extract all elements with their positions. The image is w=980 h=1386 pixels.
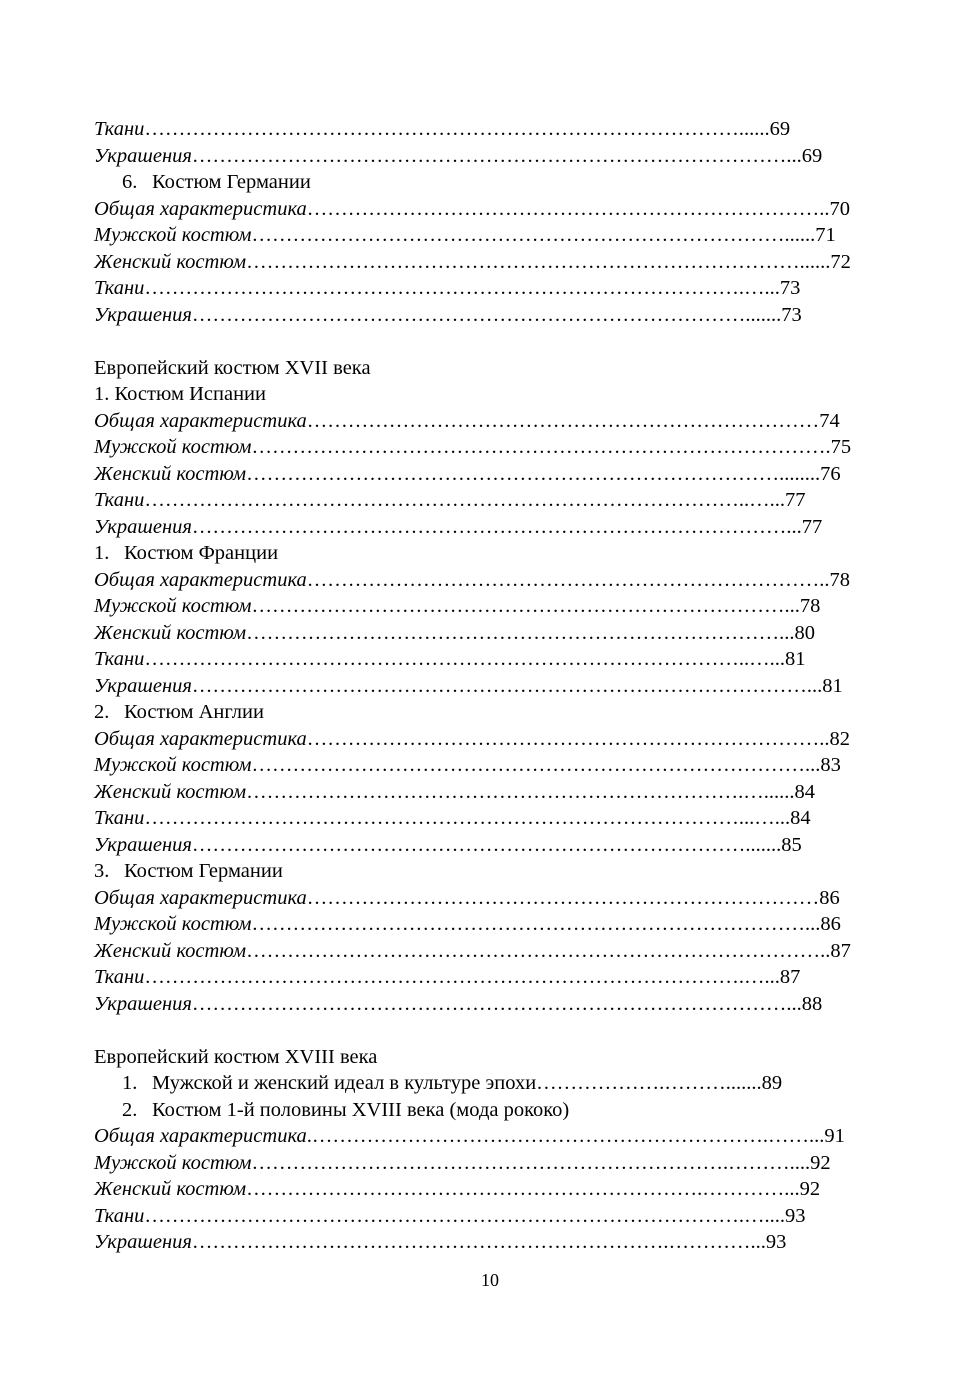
toc-entry-page: 80 — [794, 621, 815, 644]
toc-entry-label: Ткани — [94, 277, 145, 299]
toc-entry-page: 75 — [830, 436, 852, 458]
toc-entry-label: Украшения — [94, 992, 192, 1015]
toc-entry-leader: ……………………………………………………………………………..…... — [144, 648, 786, 670]
toc-entry-label: Мужской костюм — [94, 913, 252, 935]
toc-entry-label: Общая характеристика — [94, 197, 307, 220]
toc-entry[interactable] — [94, 222, 854, 249]
toc-entry[interactable] — [94, 752, 854, 779]
toc-entry[interactable] — [94, 1123, 854, 1150]
toc-entry-page: 78 — [829, 568, 851, 591]
toc-entry[interactable] — [94, 196, 854, 223]
toc-entry-leader: ………………………………………………………………………...... — [246, 250, 831, 273]
section-title: Костюм Франции — [124, 542, 279, 564]
toc-section-heading — [94, 381, 854, 408]
toc-entry-leader: …………………………………………………………………………….…... — [144, 966, 780, 988]
toc-entry-label: Женский костюм — [94, 780, 247, 803]
toc-entry-leader: ………………………………………………………………………... — [251, 913, 821, 935]
toc-entry-page: 72 — [830, 250, 851, 273]
toc-entry-page: 81 — [822, 674, 843, 697]
toc-entry-label: Украшения — [94, 833, 192, 856]
toc-entry-label: Ткани — [94, 807, 145, 829]
toc-entry-leader: …………………………………………………………………………….…... — [144, 277, 780, 299]
section-title: Европейский костюм XVII века — [94, 356, 371, 379]
toc-entry-leader: …………………………………………………………………………….….... — [144, 1204, 786, 1227]
section-title: 1. Костюм Испании — [94, 383, 266, 405]
toc-entry-leader: .………………………………………………………….……... — [306, 1125, 825, 1147]
toc-section-heading — [94, 1070, 854, 1097]
section-title: Мужской и женский идеал в культуре эпохи……………….……….......89 — [152, 1072, 783, 1094]
toc-entry-leader: ……………………………………………………………………………...... — [144, 118, 770, 140]
toc-entry[interactable] — [94, 408, 854, 435]
toc-entry-page: 69 — [801, 144, 823, 167]
toc-entry[interactable] — [94, 885, 854, 912]
toc-entry-label: Женский костюм — [94, 250, 247, 273]
toc-entry-leader: ………………………………………………………………………....... — [191, 303, 782, 326]
toc-entry-page: 81 — [785, 648, 806, 670]
toc-entry-leader: …………………………………………………………….…………... — [191, 1231, 766, 1253]
section-number: 2. — [122, 1098, 138, 1121]
toc-entry-label: Общая характеристика — [94, 568, 307, 591]
toc-entry-label: Общая характеристика — [94, 886, 307, 909]
section-title: Костюм Германии — [124, 860, 283, 882]
toc-entry-leader: ………………………………………………………………….. — [306, 568, 830, 591]
toc-entry-page: 91 — [824, 1125, 845, 1147]
toc-section-heading — [94, 1044, 854, 1071]
toc-entry[interactable] — [94, 249, 854, 276]
toc-entry-page: 71 — [815, 224, 836, 246]
toc-entry-leader: ………………………………………………………………… — [306, 409, 820, 432]
toc-entry-page: 88 — [801, 992, 823, 1015]
toc-entry[interactable] — [94, 567, 854, 594]
toc-section-heading — [94, 699, 854, 726]
toc-entry-page: 78 — [799, 595, 821, 617]
toc-section-heading — [94, 858, 854, 885]
toc-entry-label: Женский костюм — [94, 621, 247, 644]
section-number: 1. — [94, 542, 110, 564]
toc-entry-page: 93 — [765, 1231, 787, 1253]
section-number: 6. — [122, 171, 138, 193]
toc-entry-leader: ………………………………………………………………….. — [306, 727, 830, 750]
section-title: Костюм Англии — [124, 701, 264, 723]
table-of-contents — [94, 116, 854, 1256]
toc-entry-page: 87 — [779, 966, 801, 988]
toc-entry[interactable] — [94, 964, 854, 991]
toc-entry[interactable] — [94, 646, 854, 673]
toc-entry[interactable] — [94, 275, 854, 302]
toc-entry-label: Ткани — [94, 1204, 145, 1227]
toc-entry[interactable] — [94, 1229, 854, 1256]
toc-entry-leader: …………………………………………………………….……….... — [251, 1151, 811, 1174]
toc-entry-label: Украшения — [94, 674, 192, 697]
toc-entry[interactable] — [94, 302, 854, 329]
toc-entry[interactable] — [94, 726, 854, 753]
toc-entry-page: 77 — [801, 515, 823, 538]
toc-entry-page: 77 — [785, 489, 806, 511]
toc-entry-leader: ……………………………………………………………………...... — [251, 224, 816, 246]
toc-entry-leader: ……………………………………………………………………………... — [191, 144, 802, 167]
toc-entry-leader: ……………………………………………………………………………... — [191, 515, 802, 538]
toc-entry[interactable] — [94, 434, 854, 461]
toc-entry-label: Украшения — [94, 144, 192, 167]
toc-entry-page: 84 — [790, 807, 811, 829]
toc-entry-label: Общая характеристика — [94, 1125, 307, 1147]
toc-section-heading — [94, 540, 854, 567]
toc-entry-leader: ……………………………………………………………………………... — [191, 992, 802, 1015]
toc-entry[interactable] — [94, 805, 854, 832]
toc-entry-page: 83 — [820, 754, 841, 776]
toc-entry-label: Общая характеристика — [94, 409, 307, 432]
toc-entry-label: Ткани — [94, 489, 145, 511]
toc-entry-label: Мужской костюм — [94, 436, 252, 458]
toc-entry-page: 86 — [819, 886, 840, 909]
toc-entry[interactable] — [94, 779, 854, 806]
toc-entry-leader: ……………………………………………………………….…...... — [246, 780, 795, 803]
toc-entry-page: 93 — [785, 1204, 806, 1227]
toc-entry[interactable] — [94, 487, 854, 514]
toc-entry-page: 73 — [781, 303, 802, 326]
toc-entry-label: Мужской костюм — [94, 754, 252, 776]
toc-entry-leader: ………………………………………………………………………... — [251, 754, 821, 776]
toc-entry[interactable] — [94, 593, 854, 620]
section-number: 2. — [94, 701, 110, 723]
toc-entry[interactable] — [94, 514, 854, 541]
section-title: Костюм Германии — [152, 171, 311, 193]
toc-entry[interactable] — [94, 1203, 854, 1230]
toc-entry-leader: ……………………………………………………………………... — [251, 595, 800, 617]
toc-entry-label: Украшения — [94, 515, 192, 538]
toc-entry-page: 70 — [829, 197, 851, 220]
section-number: 3. — [94, 860, 110, 882]
toc-entry-label: Мужской костюм — [94, 1151, 252, 1174]
toc-entry-page: 73 — [779, 277, 801, 299]
toc-entry-page: 92 — [810, 1151, 831, 1174]
toc-entry-label: Женский костюм — [94, 1178, 247, 1200]
toc-entry[interactable] — [94, 832, 854, 859]
toc-entry-page: 85 — [781, 833, 802, 856]
toc-entry-leader: ……………………………………………………………………………...…... — [144, 807, 791, 829]
section-title: Костюм 1-й половины XVIII века (мода рококо) — [152, 1098, 570, 1121]
toc-section-heading — [94, 1097, 854, 1124]
toc-entry-label: Украшения — [94, 1231, 192, 1253]
toc-entry-leader: …………………………………………………………………………. — [251, 436, 831, 458]
toc-entry-leader: ………………………………………………………………………………... — [191, 674, 823, 697]
toc-entry-leader: ……………………………………………………………………………..…... — [144, 489, 786, 511]
toc-entry-page: 86 — [820, 913, 841, 935]
toc-entry[interactable] — [94, 461, 854, 488]
toc-entry-page: 76 — [820, 462, 841, 485]
toc-entry[interactable] — [94, 143, 854, 170]
toc-entry-page: 74 — [819, 409, 840, 432]
toc-entry[interactable] — [94, 911, 854, 938]
toc-entry-label: Украшения — [94, 303, 192, 326]
toc-entry[interactable] — [94, 1176, 854, 1203]
toc-entry[interactable] — [94, 991, 854, 1018]
toc-entry-page: 69 — [769, 118, 791, 140]
toc-entry-label: Женский костюм — [94, 939, 247, 962]
toc-entry[interactable] — [94, 938, 854, 965]
toc-entry-label: Ткани — [94, 118, 145, 140]
toc-entry-leader: ……………………………………………………………………........ — [246, 462, 821, 485]
section-number: 1. — [122, 1072, 138, 1094]
toc-section-heading — [94, 355, 854, 382]
toc-entry-leader: ………………………………………………………………….. — [306, 197, 830, 220]
toc-entry-label: Мужской костюм — [94, 224, 252, 246]
toc-entry-leader: ………………………………………………………………… — [306, 886, 820, 909]
toc-entry-label: Общая характеристика — [94, 727, 307, 750]
toc-entry-leader: ………………………………………………………………………….. — [246, 939, 831, 962]
toc-entry[interactable] — [94, 1150, 854, 1177]
page-number: 10 — [481, 1270, 499, 1290]
toc-entry-page: 87 — [830, 939, 851, 962]
toc-entry[interactable] — [94, 673, 854, 700]
toc-entry-page: 84 — [794, 780, 815, 803]
toc-entry[interactable] — [94, 116, 854, 143]
toc-section-heading — [94, 169, 854, 196]
toc-entry-page: 82 — [829, 727, 851, 750]
section-gap — [94, 328, 854, 355]
toc-entry-label: Женский костюм — [94, 462, 247, 485]
toc-entry-label: Ткани — [94, 966, 145, 988]
toc-entry-leader: ……………………………………………………………………... — [246, 621, 795, 644]
section-title: Европейский костюм XVIII века — [94, 1045, 378, 1068]
section-gap — [94, 1017, 854, 1044]
toc-entry-label: Мужской костюм — [94, 595, 252, 617]
toc-entry-label: Ткани — [94, 648, 145, 670]
toc-entry[interactable] — [94, 620, 854, 647]
toc-entry-leader: ………………………………………………………….…………... — [246, 1178, 800, 1200]
toc-entry-page: 92 — [799, 1178, 821, 1200]
toc-entry-leader: ………………………………………………………………………....... — [191, 833, 782, 856]
